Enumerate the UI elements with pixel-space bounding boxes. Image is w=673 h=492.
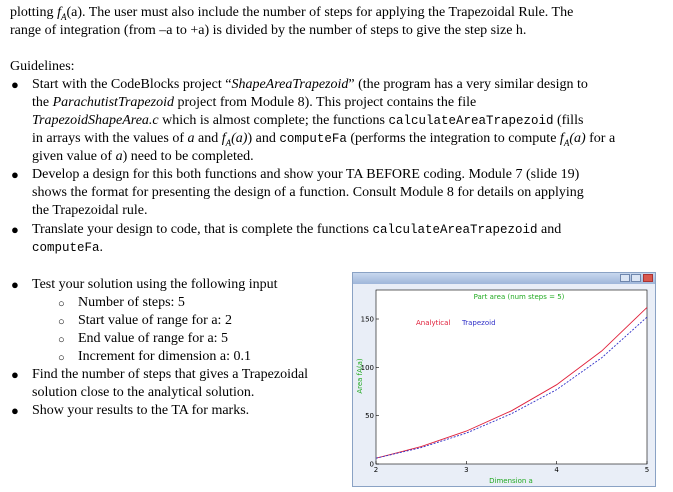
x-tick-label: 2 xyxy=(373,466,379,474)
bullet-icon: ● xyxy=(11,277,19,292)
intro-line-1: plotting $f_A(a)$. The user must also include the number of steps for applying the Trapezoidal Rule. The xyxy=(10,5,574,22)
circle-bullet-icon: ○ xyxy=(58,316,65,328)
bullet-1-line-1: Start with the CodeBlocks project “ShapeAreaTrapezoid” (the program has a very similar design to xyxy=(32,77,588,92)
bullet-5-line-1: Find the number of steps that gives a Trapezoidal xyxy=(32,367,309,382)
legend-analytical: Analytical xyxy=(416,319,451,327)
bullet-2-line-1: Develop a design for this both functions and show your TA BEFORE coding. Module 7 (slide 19) xyxy=(32,167,580,182)
bullet-icon: ● xyxy=(11,167,19,182)
circle-bullet-icon: ○ xyxy=(58,352,65,364)
bullet-2-line-2: shows the format for presenting the design of a function. Consult Module 8 for details on applying xyxy=(32,185,584,200)
plot-window xyxy=(352,272,656,487)
bullet-icon: ● xyxy=(11,367,19,382)
close-icon[interactable] xyxy=(643,274,653,282)
bullet-5-line-2: solution close to the analytical solution. xyxy=(32,385,255,400)
bullet-3-line-1: Translate your design to code, that is complete the functions calculateAreaTrapezoid and xyxy=(32,222,562,237)
y-tick-label: 150 xyxy=(360,315,374,324)
bullet-1-line-4: in arrays with the values of a and $f_A(a)$) and computeFa (performs the integration to compute $f_A(a)$ for a xyxy=(32,131,616,148)
bullet-6-line-1: Show your results to the TA for marks. xyxy=(32,403,250,418)
x-tick-label: 4 xyxy=(554,466,559,474)
sub-item-end: End value of range for a: 5 xyxy=(78,331,229,346)
x-axis-label: Dimension a xyxy=(489,477,533,485)
legend-trapezoid: Trapezoid xyxy=(462,319,496,327)
y-tick-label: 0 xyxy=(369,460,374,469)
bullet-1-line-3: TrapezoidShapeArea.c which is almost complete; the functions calculateAreaTrapezoid (fills xyxy=(32,113,584,128)
guidelines-heading: Guidelines: xyxy=(10,59,75,74)
sub-item-increment: Increment for dimension a: 0.1 xyxy=(78,349,252,364)
chart xyxy=(353,284,655,486)
bullet-1-line-2: the ParachutistTrapezoid project from Module 8). This project contains the file xyxy=(32,95,477,110)
x-tick-label: 3 xyxy=(464,466,469,474)
y-axis-label: Area fA(a) xyxy=(356,358,364,394)
y-tick-label: 100 xyxy=(360,363,374,372)
bullet-2-line-3: the Trapezoidal rule. xyxy=(32,203,148,218)
bullet-3-line-2: computeFa. xyxy=(32,240,104,255)
bullet-icon: ● xyxy=(11,77,19,92)
maximize-icon[interactable] xyxy=(631,274,641,282)
sub-item-start: Start value of range for a: 2 xyxy=(78,313,232,328)
bullet-icon: ● xyxy=(11,403,19,418)
sub-item-steps: Number of steps: 5 xyxy=(78,295,185,310)
bullet-4-line-1: Test your solution using the following input xyxy=(32,277,278,292)
intro-line-2: range of integration (from –a to +a) is divided by the number of steps to give the step size h. xyxy=(10,23,527,38)
y-tick-label: 50 xyxy=(365,412,374,421)
x-tick-label: 5 xyxy=(644,466,650,474)
circle-bullet-icon: ○ xyxy=(58,334,65,346)
plot-area xyxy=(376,290,647,464)
window-titlebar xyxy=(353,273,655,284)
bullet-icon: ● xyxy=(11,222,19,237)
chart-title: Part area (num steps = 5) xyxy=(473,293,565,301)
bullet-1-line-5: given value of a) need to be completed. xyxy=(32,149,254,164)
minimize-icon[interactable] xyxy=(620,274,630,282)
circle-bullet-icon: ○ xyxy=(58,298,65,310)
